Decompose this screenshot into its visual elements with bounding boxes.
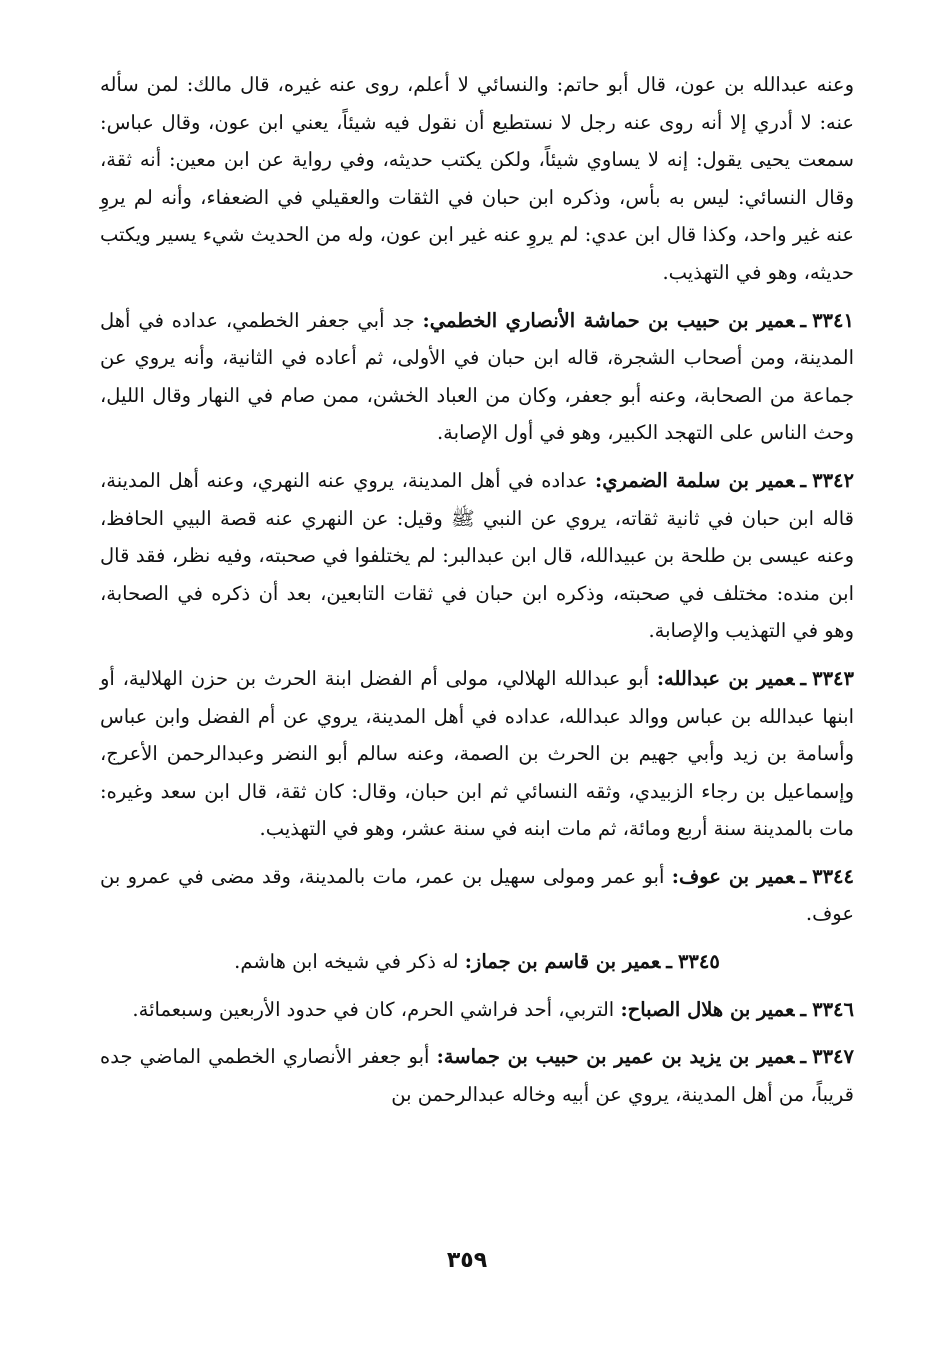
entry-dash: ـ	[800, 468, 807, 492]
entry-3346	[100, 991, 854, 1029]
entry-3343	[100, 660, 854, 848]
entry-heading: عمير بن حبيب بن حماشة الأنصاري الخطمي:	[422, 308, 795, 332]
entry-body: عداده في أهل المدينة، يروي عنه النهري، وعنه أهل المدينة، قاله ابن حبان في ثانية ثقاته، يروي عن النبي ﷺ وقيل: عن النهري عنه قصة البيي الحافظ، وعنه عيسى بن طلحة بن عبيدالله، قال ابن عبدالبر: لم يختلفوا في صحبته، وفيه نظر، فقد قال ابن منده: مختلف في صحبته، وذكره ابن حبان في ثقات التابعين، بعد أن ذكره في الصحابة، وهو في التهذيب والإصابة.	[100, 468, 854, 643]
page-number: ٣٥٩	[446, 1248, 488, 1273]
entry-dash: ـ	[666, 950, 672, 974]
entry-heading: عمير بن عوف:	[671, 864, 795, 888]
entry-number: ٣٣٤٥	[677, 950, 720, 974]
entry-number: ٣٣٤٦	[812, 997, 854, 1021]
entry-3344	[100, 858, 854, 933]
entry-heading: عمير بن قاسم بن جماز:	[464, 950, 661, 974]
entry-body: أبو جعفر الأنصاري الخطمي الماضي جده قريباً، من أهل المدينة، يروي عن أبيه وخاله عبدالرحمن بن	[100, 1045, 854, 1106]
entry-3345	[100, 943, 854, 981]
entry-dash: ـ	[800, 308, 807, 332]
entry-heading: عمير بن هلال الصباح:	[620, 997, 795, 1021]
body-text	[100, 66, 854, 1123]
entry-3341	[100, 302, 854, 452]
entry-number: ٣٣٤٣	[812, 666, 854, 690]
entry-3342	[100, 462, 854, 650]
entry-body: له ذكر في شيخه ابن هاشم.	[234, 950, 459, 974]
entry-dash: ـ	[800, 864, 807, 888]
entry-3347	[100, 1038, 854, 1113]
entry-body: جد أبي جعفر الخطمي، عداده في أهل المدينة، ومن أصحاب الشجرة، قاله ابن حبان في الأولى، ثم أعاده في الثانية، وأنه يروي عن جماعة من الصحابة، وعنه أبو جعفر، وكان من العباد الخشن، ممن صام في النهار وقال الليل، وحث الناس على التهجد الكبير، وهو في أول الإصابة.	[100, 308, 854, 445]
entry-number: ٣٣٤٤	[812, 864, 855, 888]
intro-paragraph: وعنه عبدالله بن عون، قال أبو حاتم: والنسائي لا أعلم، روى عنه غيره، قال مالك: لمن سأله عنه: لا أدري إلا أنه روى عنه رجل لا نستطيع أن نقول فيه شيئاً، يعني ابن عون، وقال عباس: سمعت يحيى يقول: إنه لا يساوي شيئاً، ولكن يكتب حديثه، وفي رواية عن ابن معين: أنه ثقة، وقال النسائي: ليس به بأس، وذكره ابن حبان في الثقات والعقيلي في الضعفاء، وأنه لم يروِ عنه غير واحد، وكذا قال ابن عدي: لم يروِ عنه غير ابن عون، وله من الحديث شيء يسير ويكتب حديثه، وهو في التهذيب.	[100, 73, 854, 284]
entry-body: أبو عبدالله الهلالي، مولى أم الفضل ابنة الحرث بن حزن الهلالية، أو ابنها عبدالله بن عباس ووالد عبدالله، عداده في أهل المدينة، يروي عن أم الفضل وابن عباس وأسامة بن زيد وأبي جهيم بن الحرث بن الصمة، وعنه سالم أبو النضر وعبدالرحمن الأعرج، وإسماعيل بن رجاء الزبيدي، وثقه النسائي ثم ابن حبان، وقال: كان ثقة، قال ابن سعد وغيره: مات بالمدينة سنة أربع ومائة، ثم مات ابنه في سنة عشر، وهو في التهذيب.	[100, 666, 854, 841]
entry-number: ٣٣٤٧	[812, 1045, 854, 1069]
entry-heading: عمير بن سلمة الضمري:	[595, 468, 795, 492]
entry-dash: ـ	[800, 1045, 807, 1069]
entry-dash: ـ	[800, 666, 807, 690]
entry-body: التربي، أحد فراشي الحرم، كان في حدود الأربعين وسبعمائة.	[132, 997, 615, 1021]
entry-heading: عمير بن عبدالله:	[656, 666, 795, 690]
entry-heading: عمير بن يزيد بن عمير بن حبيب بن جماسة:	[436, 1045, 795, 1069]
entry-number: ٣٣٤٢	[812, 468, 855, 492]
entry-dash: ـ	[800, 997, 807, 1021]
entry-number: ٣٣٤١	[812, 308, 854, 332]
entry-body: أبو عمر ومولى سهيل بن عمر، مات بالمدينة، وقد مضى في عمرو بن عوف.	[100, 864, 854, 926]
